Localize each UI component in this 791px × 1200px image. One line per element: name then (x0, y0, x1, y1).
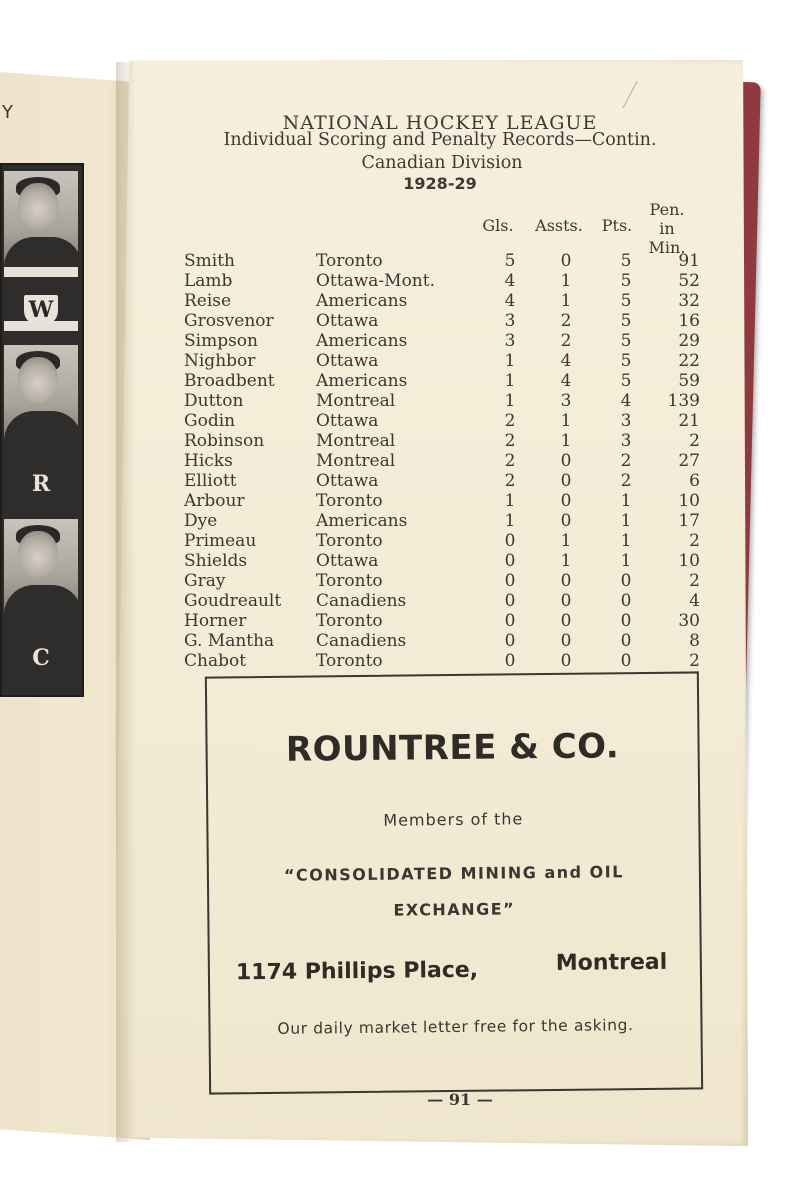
player-points: 1 (620, 551, 632, 571)
advertisement-box (205, 671, 703, 1094)
player-assists: 1 (560, 271, 572, 291)
player-name: Goudreault (184, 591, 282, 611)
player-team: Montreal (316, 431, 396, 451)
player-team: Canadiens (316, 591, 407, 611)
col-penalty-minutes (642, 200, 692, 257)
table-row (184, 411, 700, 431)
player-name: Elliott (184, 471, 237, 491)
spine-shadow (116, 62, 136, 1142)
player-assists: 4 (560, 351, 572, 371)
crest-icon: R (31, 471, 51, 497)
table-row (184, 491, 700, 511)
player-points: 4 (620, 391, 632, 411)
table-row (184, 431, 700, 451)
player-goals: 1 (504, 391, 516, 411)
ad-exchange-line: EXCHANGE” (393, 899, 516, 920)
player-goals: 0 (504, 531, 516, 551)
player-name: Dye (184, 511, 218, 531)
player-penalty-minutes: 2 (689, 571, 700, 591)
ad-address: 1174 Phillips Place, (235, 957, 479, 986)
player-team: Montreal (316, 451, 396, 471)
player-assists: 0 (560, 571, 572, 591)
player-goals: 2 (504, 431, 516, 451)
player-assists: 3 (560, 391, 572, 411)
player-name: Grosvenor (184, 311, 274, 331)
table-row (184, 651, 700, 671)
player-penalty-minutes: 8 (689, 631, 700, 651)
player-points: 0 (620, 591, 632, 611)
player-name: Chabot (184, 651, 247, 671)
left-page-header: Y (2, 102, 14, 123)
records-title: Individual Scoring and Penalty Records—Contin. (223, 130, 657, 150)
player-photo (4, 345, 78, 513)
player-goals: 3 (504, 331, 516, 351)
player-points: 5 (620, 351, 632, 371)
player-name: Smith (184, 251, 235, 271)
player-goals: 2 (504, 471, 516, 491)
player-goals: 3 (504, 311, 516, 331)
player-points: 1 (620, 531, 632, 551)
player-penalty-minutes: 29 (678, 331, 700, 351)
table-row (184, 551, 700, 571)
player-penalty-minutes: 32 (678, 291, 700, 311)
col-assists: Assts. (535, 216, 583, 235)
col-penalty-line: Min. (648, 238, 686, 257)
col-penalty-line: in (659, 219, 675, 238)
player-assists: 0 (560, 631, 572, 651)
player-photo (4, 519, 78, 687)
player-name: Reise (184, 291, 232, 311)
player-team: Toronto (316, 531, 383, 551)
player-name: Horner (184, 611, 247, 631)
player-penalty-minutes: 52 (678, 271, 700, 291)
player-name: Nighbor (184, 351, 256, 371)
player-penalty-minutes: 16 (678, 311, 700, 331)
player-penalty-minutes: 22 (678, 351, 700, 371)
player-team: Toronto (316, 611, 383, 631)
season-title: 1928-29 (403, 174, 477, 193)
player-penalty-minutes: 59 (678, 371, 700, 391)
player-points: 2 (620, 471, 632, 491)
player-name: Dutton (184, 391, 244, 411)
player-team: Ottawa (316, 411, 379, 431)
player-goals: 5 (504, 251, 516, 271)
player-penalty-minutes: 10 (678, 491, 700, 511)
player-goals: 0 (504, 651, 516, 671)
player-points: 5 (620, 271, 632, 291)
player-assists: 0 (560, 611, 572, 631)
player-name: Shields (184, 551, 248, 571)
player-assists: 0 (560, 651, 572, 671)
player-penalty-minutes: 2 (689, 651, 700, 671)
table-row (184, 311, 700, 331)
player-team: Ottawa (316, 551, 379, 571)
table-row (184, 471, 700, 491)
player-assists: 2 (560, 311, 572, 331)
player-penalty-minutes: 30 (678, 611, 700, 631)
player-team: Canadiens (316, 631, 407, 651)
player-assists: 0 (560, 451, 572, 471)
player-assists: 0 (560, 511, 572, 531)
player-goals: 0 (504, 591, 516, 611)
league-title: NATIONAL HOCKEY LEAGUE (282, 112, 598, 134)
table-row (184, 291, 700, 311)
player-points: 1 (620, 511, 632, 531)
player-goals: 1 (504, 511, 516, 531)
player-team: Ottawa (316, 471, 379, 491)
player-goals: 0 (504, 631, 516, 651)
crest-icon: W (24, 295, 58, 325)
player-photo-strip (0, 163, 84, 697)
player-team: Americans (316, 511, 408, 531)
player-assists: 0 (560, 251, 572, 271)
table-row (184, 451, 700, 471)
player-points: 3 (620, 431, 632, 451)
player-penalty-minutes: 91 (678, 251, 700, 271)
player-assists: 1 (560, 431, 572, 451)
player-team: Montreal (316, 391, 396, 411)
player-assists: 1 (560, 551, 572, 571)
player-goals: 1 (504, 351, 516, 371)
player-goals: 4 (504, 291, 516, 311)
player-points: 0 (620, 571, 632, 591)
player-points: 0 (620, 651, 632, 671)
table-row (184, 371, 700, 391)
table-row (184, 631, 700, 651)
player-team: Toronto (316, 651, 383, 671)
player-assists: 0 (560, 591, 572, 611)
player-team: Americans (316, 371, 408, 391)
player-assists: 2 (560, 331, 572, 351)
player-points: 5 (620, 311, 632, 331)
player-points: 3 (620, 411, 632, 431)
player-assists: 0 (560, 491, 572, 511)
player-penalty-minutes: 17 (678, 511, 700, 531)
ad-exchange-line: “CONSOLIDATED MINING and OIL (283, 862, 624, 885)
player-team: Americans (316, 291, 408, 311)
player-team: Toronto (316, 491, 383, 511)
player-points: 1 (620, 491, 632, 511)
player-name: G. Mantha (184, 631, 275, 651)
player-goals: 0 (504, 611, 516, 631)
player-goals: 2 (504, 411, 516, 431)
player-penalty-minutes: 6 (689, 471, 700, 491)
player-points: 5 (620, 251, 632, 271)
player-name: Gray (184, 571, 226, 591)
player-points: 5 (620, 371, 632, 391)
player-penalty-minutes: 27 (678, 451, 700, 471)
player-name: Primeau (184, 531, 257, 551)
player-penalty-minutes: 2 (689, 531, 700, 551)
player-penalty-minutes: 139 (667, 391, 700, 411)
player-name: Simpson (184, 331, 258, 351)
player-points: 5 (620, 331, 632, 351)
player-team: Americans (316, 331, 408, 351)
page-number: — 91 — (427, 1090, 493, 1109)
player-assists: 1 (560, 531, 572, 551)
player-points: 0 (620, 611, 632, 631)
table-row (184, 571, 700, 591)
player-penalty-minutes: 2 (689, 431, 700, 451)
player-team: Toronto (316, 251, 383, 271)
player-name: Arbour (184, 491, 245, 511)
player-penalty-minutes: 21 (678, 411, 700, 431)
table-row (184, 531, 700, 551)
player-assists: 1 (560, 291, 572, 311)
ad-company-name: ROUNTREE & CO. (285, 726, 620, 770)
player-points: 2 (620, 451, 632, 471)
col-penalty-line: Pen. (649, 200, 685, 219)
player-goals: 4 (504, 271, 516, 291)
player-penalty-minutes: 4 (689, 591, 700, 611)
player-points: 0 (620, 631, 632, 651)
scoring-table (184, 251, 700, 671)
player-assists: 1 (560, 411, 572, 431)
player-team: Ottawa (316, 351, 379, 371)
ad-offer: Our daily market letter free for the asking. (277, 1016, 634, 1038)
player-name: Broadbent (184, 371, 275, 391)
ad-members-line: Members of the (383, 809, 524, 830)
player-team: Ottawa-Mont. (316, 271, 435, 291)
player-goals: 1 (504, 371, 516, 391)
table-row (184, 271, 700, 291)
col-points: Pts. (601, 216, 633, 235)
table-row (184, 391, 700, 411)
division-title: Canadian Division (361, 153, 523, 173)
player-name: Robinson (184, 431, 265, 451)
table-row (184, 331, 700, 351)
col-goals: Gls. (482, 216, 514, 235)
table-row (184, 591, 700, 611)
table-row (184, 251, 700, 271)
player-name: Lamb (184, 271, 233, 291)
crest-icon: C (32, 645, 50, 671)
table-row (184, 351, 700, 371)
player-assists: 4 (560, 371, 572, 391)
player-team: Toronto (316, 571, 383, 591)
player-team: Ottawa (316, 311, 379, 331)
player-goals: 0 (504, 551, 516, 571)
player-photo (4, 171, 78, 339)
player-points: 5 (620, 291, 632, 311)
player-assists: 0 (560, 471, 572, 491)
ad-city: Montreal (555, 949, 668, 976)
player-penalty-minutes: 10 (678, 551, 700, 571)
ad-exchange-name (209, 853, 700, 930)
player-goals: 2 (504, 451, 516, 471)
player-name: Hicks (184, 451, 233, 471)
player-goals: 1 (504, 491, 516, 511)
table-row (184, 611, 700, 631)
player-goals: 0 (504, 571, 516, 591)
player-name: Godin (184, 411, 236, 431)
table-row (184, 511, 700, 531)
